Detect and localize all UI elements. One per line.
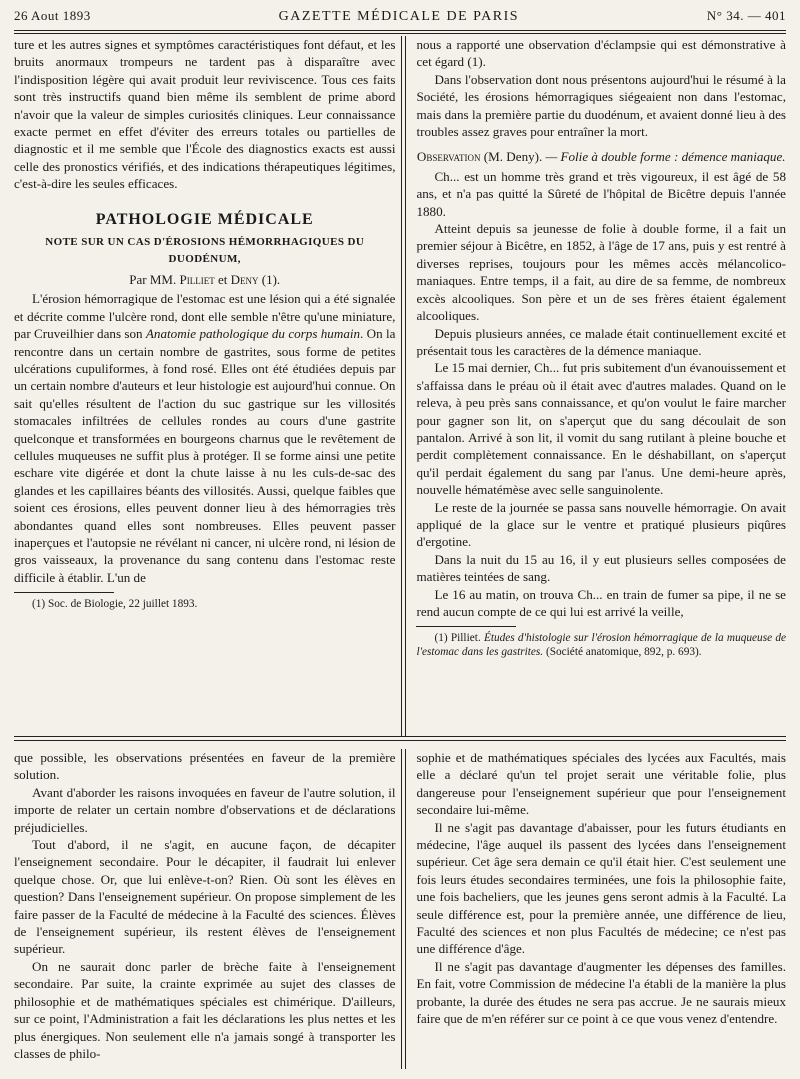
author-pilliet: Pilliet: [179, 271, 215, 287]
authors-prefix: Par MM.: [129, 271, 177, 287]
page-number: N° 34. — 401: [706, 8, 786, 23]
article-paragraph: Avant d'aborder les raisons invoquées en faveur de l'autre solution, il importe de relater un certain nombre d'observations et de déclarations préjudicielles.: [14, 784, 396, 835]
section-separator: [14, 736, 786, 741]
top-right-column: [406, 36, 786, 736]
author-deny: Deny: [230, 271, 259, 287]
article-paragraph: Tout d'abord, il ne s'agit, en aucune façon, de décapiter l'enseignement secondaire. Pour le décapiter, il faudrait lui enlever quelque chose. Or, que lui enlève-t-on? Rien. Où sont les élèves en question? Dans l'enseignement supérieur. On propose simplement de les faire passer de la Faculté de médecine à la Faculté des sciences. Élèves de l'enseignement supérieur, ils restent élèves de l'enseignement supérieur.: [14, 837, 396, 957]
bottom-article: [14, 749, 786, 1069]
article-paragraph: Le 16 au matin, on trouva Ch... en train de fumer sa pipe, il ne se rend aucun compte de ce qui lui est arrivé la veille,: [416, 586, 786, 619]
article-paragraph: Depuis plusieurs années, ce malade était continuellement excité et présentait tous les caractères de la démence maniaque.: [416, 325, 786, 358]
page-header: [14, 8, 786, 26]
article-paragraph: Il ne s'agit pas davantage d'abaisser, pour les futurs étudiants en médecine, l'âge auquel ils passent des lycées dans l'enseignement supérieur. Cet âge sera demain ce qu'il était hier. C'est seulement une fois leurs études secondaires terminées, une fois la philosophie faite, une fois bacheliers, que les jeunes gens seront admis à la Faculté. La seule différence est, pour la première année, une différence de lieu, Faculté des sciences et non plus Facultés de médecine; ce n'est pas une différence d'âge.: [416, 819, 786, 957]
header-rule: [14, 30, 786, 34]
bottom-left-column: [14, 749, 401, 1069]
opening-paragraph: ture et les autres signes et symptômes caractéristiques font défaut, et les bruits anormaux trompeurs ne tardent pas à disparaître avec l'indisposition légère qui avait produit leur reviviscence. Tous ces faits sont très instructifs quand bien même ils semblent de prime abord n'avoir que la valeur de simples curiosités cliniques. Leur connaissance exacte permet en effet d'éviter des erreurs totales ou partielles de diagnostic et il me semble que l'École des diagnostics exacts est aussi celle des pronostics vérifiés, et des indications thérapeutiques légitimes, c'est-à-dire les seules efficaces.: [14, 37, 396, 192]
authors-footnote-ref: (1).: [261, 271, 281, 287]
article-paragraph: sophie et de mathématiques spéciales des lycées aux Facultés, mais elle a déclaré qu'un tel projet serait une véritable folie, plus dangereuse pour l'enseignement supérieur que pour l'enseignement secondaire lui-même.: [416, 750, 786, 818]
book-title: Anatomie pathologique du corps humain: [145, 326, 361, 342]
journal-title: GAZETTE MÉDICALE DE PARIS: [278, 9, 520, 24]
top-left-column: [14, 36, 401, 736]
article-paragraph: Le 15 mai dernier, Ch... fut pris subitement d'un évanouissement et s'affaissa dans le préau où il était avec d'autres malades. Quand on le releva, à peu près sans connaissance, et qu'on voulut le faire marcher pour gagner son lit, on s'aperçut que du sang découlait de son pantalon. Arrivé à son lit, il vomit du sang rutilant à pleine bouche et perdit complètement connaissance. En le déshabillant, on s'aperçut qu'il perdait également du sang par l'anus. Une demi-heure après, nouvelle hématémèse avec selle sanguinolente.: [416, 360, 786, 498]
top-article: [14, 36, 786, 736]
article-paragraph: Il ne s'agit pas davantage d'augmenter les dépenses des familles. En fait, votre Commission de médecine l'a établi de la manière la plus probante, la durée des études ne sera pas accrue. Je ne saurais mieux faire que de m'en référer sur ce point à ce que vous venez d'entendre.: [416, 958, 786, 1027]
article-paragraph: L'érosion hémorragique de l'estomac est une lésion qui a été signalée et décrite comme l'ulcère rond, dont elle semble n'être qu'une miniature, par Cruveilhier dans son Anatomie pathologique du corps humain. On la rencontre dans un certain nombre de gastrites, sous forme de petites ulcérations cupuliformes, à fond rosé. Elles ont été étudiées depuis par un certain nombre d'auteurs et leur histologie est aujourd'hui connue. On sait qu'elles résultent de l'action du suc gastrique sur les villosités stomacales infiltrées de cellules rondes au cours d'une gastrite quelconque et transformées en bourgeons charnus que le revêtement de cellules muqueuses ne suffit plus à protéger. Il se forme ainsi une petite eschare vite digérée et dont la chute laisse à nu les culs-de-sac des glandes et les capillaires béants des villosités. Aussi, quelque faibles que soient ces érosions, elles peuvent donner lieu à des hémorragies très abondantes quand elles sont nombreuses. Elles peuvent passer inaperçues et l'autopsie ne révélant ni cancer, ni ulcère rond, ni lésion de gros vaisseaux, la provenance du sang contenu dans l'estomac reste difficile à établir. L'un de: [14, 291, 396, 585]
observation-label: Observation: [416, 149, 481, 165]
article-paragraph: Atteint depuis sa jeunesse de folie à double forme, il a fait un premier séjour à Bicêtre, en 1852, à l'âge de 17 ans, puis y est rentré à diverses reprises, toujours pour les mêmes accès mélancolico-maniaques. Entre temps, il a fait, au dire de sa femme, de nombreux excès alcooliques. Son père et un de ses frères étaient également alcooliques.: [416, 221, 786, 324]
authors-and: et: [217, 271, 228, 287]
section-title: PATHOLOGIE MÉDICALE: [95, 210, 314, 228]
footnote: (1) Soc. de Biologie, 22 juillet 1893.: [32, 598, 198, 611]
bottom-right-column: [406, 749, 786, 1069]
footnote: (1) Pilliet. Études d'histologie sur l'érosion hémorragique de la muqueuse de l'estomac dans les gastrites. (Société anatomique, 892, p. 693).: [416, 632, 786, 659]
article-paragraph: Dans l'observation dont nous présentons aujourd'hui le résumé à la Société, les érosions hémorragiques siégeaient non dans l'estomac, mais dans la première partie du duodénum, et avaient donné lieu à des troubles assez graves pour entraîner la mort.: [416, 71, 786, 140]
note-title: NOTE SUR UN CAS D'ÉROSIONS HÉMORRHAGIQUES DU DUODÉNUM,: [45, 236, 365, 266]
footnote-rule: [416, 626, 516, 627]
footnote-rule: [14, 592, 114, 593]
article-paragraph: nous a rapporté une observation d'éclampsie qui est démonstrative à cet égard (1).: [416, 37, 786, 70]
observation-title: — Folie à double forme : démence maniaque.: [545, 149, 786, 165]
article-paragraph: que possible, les observations présentées en faveur de la première solution.: [14, 750, 396, 783]
article-paragraph: Ch... est un homme très grand et très vigoureux, il est âgé de 58 ans, et n'a pas quitté la Sûreté de l'hôpital de Bicêtre depuis l'année 1880.: [416, 168, 786, 219]
observation-author: (M. Deny).: [483, 149, 543, 165]
article-paragraph: On ne saurait donc parler de brèche faite à l'enseignement secondaire. Par suite, la crainte exprimée au sujet des classes de philosophie et de mathématiques spéciales est chimérique. D'ailleurs, sur ce point, l'Administration a fait les déclarations les plus nettes et les plus énergiques. Non seulement elle n'a jamais songé à transporter les classes de philo-: [14, 958, 396, 1061]
header-date: 26 Aout 1893: [14, 8, 91, 23]
authors-line: [14, 271, 395, 288]
observation-heading: [416, 148, 786, 165]
article-paragraph: Dans la nuit du 15 au 16, il y eut plusieurs selles composées de matières teintées de sang.: [416, 551, 786, 585]
article-paragraph: Le reste de la journée se passa sans nouvelle hémorragie. On avait appliqué de la glace sur le ventre et pratiqué plusieurs piqûres d'ergotine.: [416, 499, 786, 550]
